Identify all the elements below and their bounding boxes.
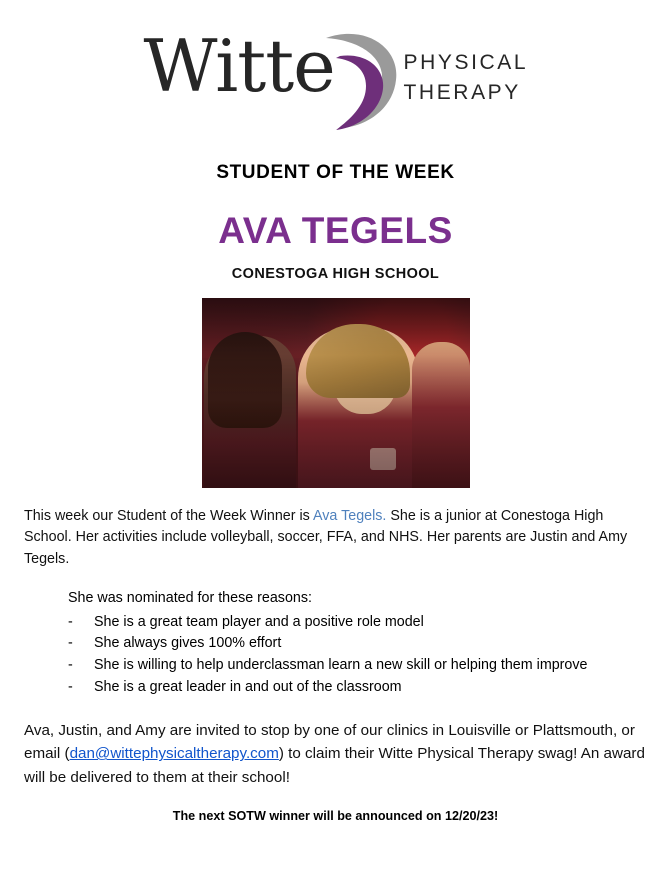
student-photo — [202, 298, 470, 488]
school-name: CONESTOGA HIGH SCHOOL — [231, 266, 440, 282]
reason-text: She is willing to help underclassman learn a new skill or helping them improve — [94, 657, 588, 674]
logo-tagline — [404, 48, 529, 109]
intro-paragraph — [24, 506, 647, 570]
next-winner-note: The next SOTW winner will be announced on 12/20/23! — [172, 809, 499, 824]
list-item — [68, 612, 647, 634]
photo-vignette — [202, 298, 470, 488]
intro-text-before: This week our Student of the Week Winner is — [24, 508, 313, 524]
list-item — [68, 677, 647, 699]
logo-tagline-line2: THERAPY — [403, 81, 521, 105]
logo-wordmark: Witte — [143, 24, 335, 108]
bullet-dash: - — [68, 635, 73, 652]
logo-tagline-line1: PHYSICAL — [403, 51, 529, 74]
logo-inner — [136, 22, 536, 132]
bullet-dash: - — [68, 613, 73, 630]
closing-paragraph — [24, 719, 647, 790]
closing-text-part2: ) to claim their Witte Physical Therapy swag! An award will be delivered to them at their school! — [24, 745, 645, 786]
closing-text-part1: Ava, Justin, and Amy are invited to stop by one of our clinics in Louisville or Plattsmouth, or email ( — [24, 721, 635, 763]
bullet-dash: - — [68, 678, 73, 695]
intro-student-name: Ava Tegels. — [313, 508, 387, 524]
list-item — [68, 633, 647, 655]
reason-text: She always gives 100% effort — [94, 635, 282, 652]
company-logo — [24, 22, 647, 132]
logo-swoosh-icon — [296, 22, 404, 132]
reason-text: She is a great team player and a positive role model — [94, 613, 424, 630]
program-title: STUDENT OF THE WEEK — [216, 162, 455, 183]
document-page — [0, 22, 671, 873]
list-item — [68, 655, 647, 677]
contact-email-link[interactable]: dan@wittephysicaltherapy.com — [69, 745, 279, 763]
nomination-reasons-list — [68, 612, 647, 699]
reason-text: She is a great leader in and out of the classroom — [94, 678, 402, 695]
intro-text-after: She is a junior at Conestoga High School. Her activities include volleyball, soccer, FFA, and NHS. Her parents are Justin and Amy Tegels. — [24, 508, 628, 567]
bullet-dash: - — [68, 657, 73, 674]
student-name: AVA TEGELS — [218, 210, 453, 251]
nomination-heading: She was nominated for these reasons: — [68, 590, 312, 607]
student-photo-wrap — [24, 298, 647, 488]
